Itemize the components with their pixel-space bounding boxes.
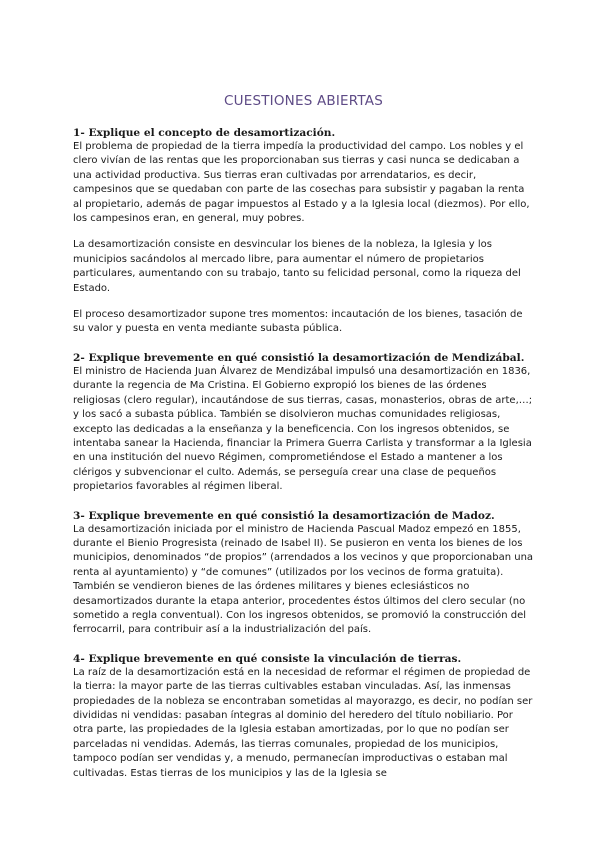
section-heading: 4- Explique brevemente en qué consiste la vinculación de tierras. bbox=[73, 652, 462, 665]
section-4 bbox=[73, 652, 534, 781]
section-2 bbox=[73, 351, 534, 495]
paragraph: El proceso desamortizador supone tres momentos: incautación de los bienes, tasación de su valor y puesta en venta mediante subasta pública. bbox=[73, 309, 523, 335]
paragraph: La raíz de la desamortización está en la necesidad de reformar el régimen de propiedad de la tierra: la mayor parte de las tierras cultivables estaban vinculadas. Así, las inmensas propiedades de la nobleza se encontraban sometidas al mayorazgo, es decir, no podían ser divididas ni vendidas: pasaban íntegras al dominio del heredero del título nobiliario. Por otra parte, las propiedades de la Iglesia estaban amortizadas, por lo que no podían ser parceladas ni vendidas. Además, las tierras comunales, propiedad de los municipios, tampoco podían ser vendidas y, a menudo, permanecían improductivas o estaban mal cultivadas. Estas tierras de los municipios y las de la Iglesia se bbox=[73, 666, 533, 779]
paragraph: La desamortización iniciada por el ministro de Hacienda Pascual Madoz empezó en 1855, durante el Bienio Progresista (reinado de Isabel II). Se pusieron en venta los bienes de los municipios, denominados “de propios” (arrendados a los vecinos y que proporcionaban una renta al ayuntamiento) y “de comunes” (utilizados por los vecinos de forma gratuita). También se vendieron bienes de las órdenes militares y bienes eclesiásticos no desamortizados durante la etapa anterior, procedentes éstos últimos del clero secular (no sometido a regla conventual). Con los ingresos obtenidos, se promovió la construcción del ferrocarril, para contribuir así a la industrialización del país. bbox=[73, 523, 534, 636]
paragraph: El problema de propiedad de la tierra impedía la productividad del campo. Los nobles y el clero vivían de las rentas que les proporcionaban sus tierras y casi nunca se dedicaban a una actividad productiva. Sus tierras eran cultivadas por arrendatarios, es decir, campesinos que se quedaban con parte de las cosechas para subsistir y pagaban la renta al propietario, además de pagar impuestos al Estado y a la Iglesia local (diezmos). Por ello, los campesinos eran, en general, muy pobres. bbox=[73, 141, 530, 225]
section-heading: 3- Explique brevemente en qué consistió la desamortización de Madoz. bbox=[73, 509, 495, 522]
section-heading: 2- Explique brevemente en qué consistió la desamortización de Mendizábal. bbox=[73, 351, 525, 364]
section-3 bbox=[73, 509, 534, 638]
paragraph: El ministro de Hacienda Juan Álvarez de Mendizábal impulsó una desamortización en 1836, durante la regencia de Ma Cristina. El Gobierno expropió los bienes de las órdenes religiosas (clero regular), incautándose de sus tierras, casas, monasterios, obras de arte,…; y los sacó a subasta pública. También se disolvieron muchas comunidades religiosas, excepto las dedicadas a la enseñanza y la beneficencia. Con los ingresos obtenidos, se intentaba sanear la Hacienda, financiar la Primera Guerra Carlista y transformar a la Iglesia en una institución del nuevo Régimen, comprometiéndose el Estado a mantener a los clérigos y subvencionar el culto. Además, se perseguía crear una clase de pequeños propietarios favorables al régimen liberal. bbox=[73, 365, 533, 493]
paragraph: La desamortización consiste en desvincular los bienes de la nobleza, la Iglesia y los municipios sacándolos al mercado libre, para aumentar el número de propietarios particulares, aumentando con su trabajo, tanto su felicidad personal, como la riqueza del Estado. bbox=[73, 239, 521, 294]
section-heading: 1- Explique el concepto de desamortización. bbox=[73, 127, 336, 139]
section-1 bbox=[73, 126, 534, 337]
page-title: CUESTIONES ABIERTAS bbox=[224, 93, 383, 109]
